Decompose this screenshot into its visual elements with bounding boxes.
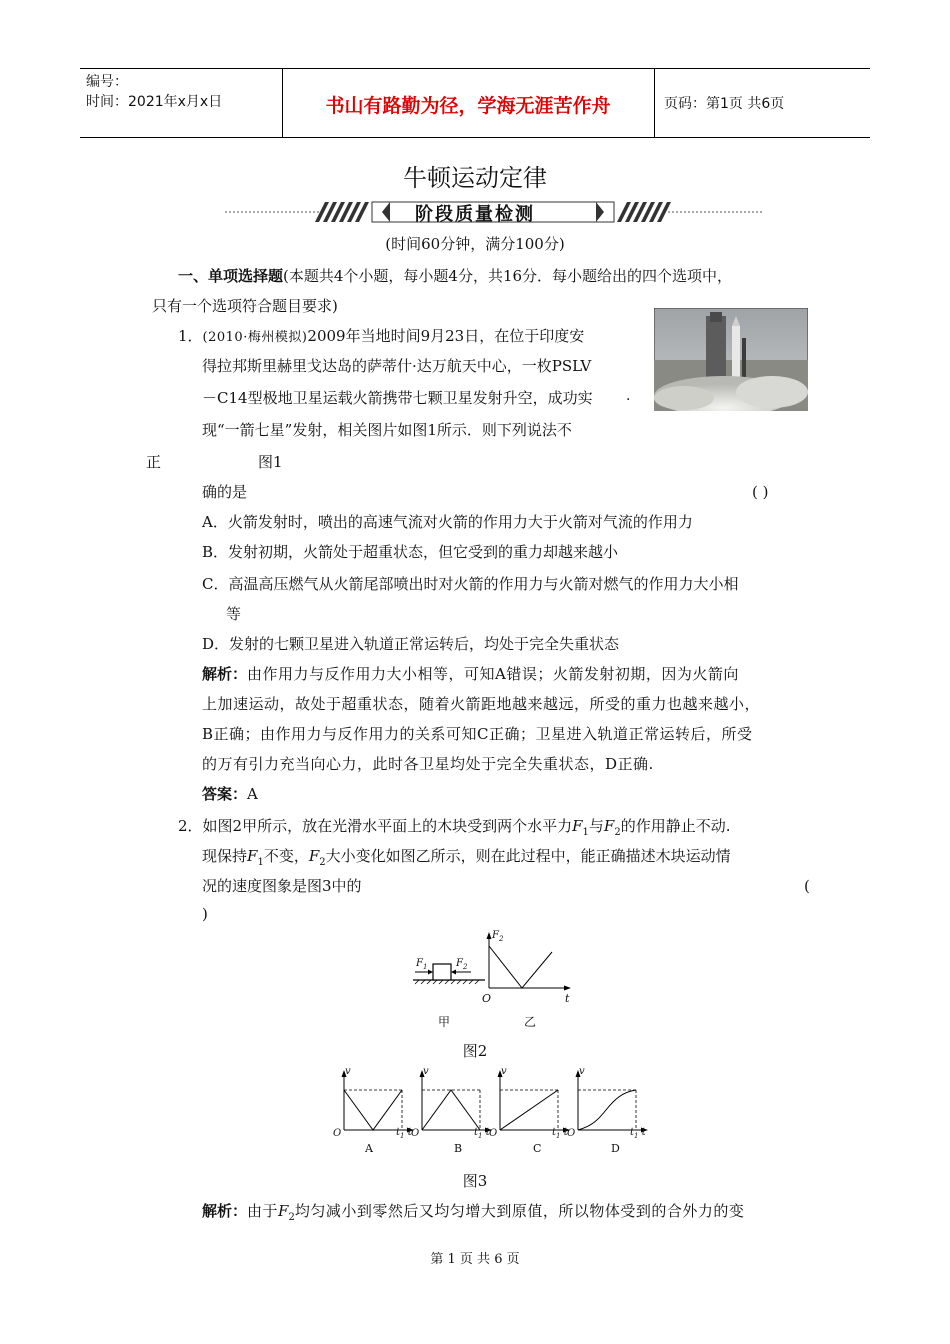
q1-option-d: D．发射的七颗卫星进入轨道正常运转后，均处于完全失重状态 [202,635,620,653]
fig2-f1-sub: 1 [422,963,428,971]
graph-b [420,1070,493,1133]
fig2-f2-letter: F [456,958,463,969]
fig2-caption: 图2 [462,1042,488,1060]
fig3-o-d: O [567,1128,576,1139]
fig3-caption: 图3 [462,1172,488,1190]
q2-line3: 况的速度图象是图3中的 [202,877,362,895]
fig3-t1-a-sub: 1 [400,1132,405,1140]
graph-d [576,1070,649,1133]
fig3-t1-d-sub: 1 [634,1132,639,1140]
q1-answer-bracket: ( ) [752,483,769,501]
q2-bracket-open: ( [804,877,810,895]
q1-answer: A [247,785,258,803]
fig3-t1-c-sub: 1 [556,1132,561,1140]
fig2-f1-letter: F [416,958,423,969]
rocket-launch-photo [654,308,808,411]
photo-dot: · [626,392,631,408]
q2-text-2a: 现保持 [202,847,248,865]
q1-option-c-cont: 等 [226,605,242,623]
header-meta [86,72,222,112]
header-motto: 书山有路勤为径，学海无涯苦作舟 [325,95,611,117]
fig3-o-a: O [333,1128,342,1139]
fig3-v-a: v [345,1066,351,1077]
fig3-t1-d [630,1127,646,1140]
q2-line1 [178,816,730,843]
fig3-v-d: v [579,1066,585,1077]
q1-option-b: B．发射初期，火箭处于超重状态，但它受到的重力却越来越小 [202,543,619,561]
page-title: 牛顿运动定律 [403,164,547,192]
section-intro: (本题共4个小题，每小题4分，共16分．每小题给出的四个选项中， [283,267,733,285]
fig3-t1-b-sub: 1 [478,1132,483,1140]
q2-analysis-label: 解析： [202,1202,248,1220]
q2-analysis-b: 均匀减小到零然后又均匀增大到原值，所以物体受到的合外力的变 [294,1202,745,1220]
header-page: 页码：第1页 共6页 [664,96,785,112]
number-label: 编号： [86,74,128,90]
q2-analysis-line [202,1201,744,1228]
q1-line4: 现“一箭七星”发射，相关图片如图1所示．则下列说法不 [202,421,572,439]
q2-text-1b: 与 [588,817,604,835]
fig3-label-b: B [454,1142,463,1155]
q1-analysis-line4: 的万有引力充当向心力，此时各卫星均处于完全失重状态，D正确. [202,755,654,773]
q2-f1-sub: 1 [582,827,589,838]
graph-a [342,1070,415,1133]
exam-meta: (时间60分钟，满分100分) [385,235,565,253]
fig2-axis-x: t [565,992,570,1005]
q1-line2: 得拉邦斯里赫里戈达岛的萨蒂什·达万航天中心，一枚PSLV [202,357,592,375]
fig3-t1-c-letter: t [552,1127,557,1138]
fig2-axis-y-sub: 2 [498,935,504,943]
fig3-t-c: t [563,1127,568,1138]
fig3-t1-c [552,1127,568,1140]
q1-analysis-line1 [202,664,739,684]
q2-analysis-f2: F [278,1202,289,1220]
q2-number: 2． [178,817,203,835]
fig3-v-b: v [423,1066,429,1077]
fig3-label-c: C [533,1142,542,1155]
q1-option-c: C．高温高压燃气从火箭尾部喷出时对火箭的作用力与火箭对燃气的作用力大小相 [202,575,739,593]
section-heading-line [178,266,732,286]
fig3-t1-d-letter: t [630,1127,635,1138]
fig3-t1-a [396,1127,412,1140]
q1-zheng: 正 [146,453,162,471]
q2-f1b-sub: 1 [257,857,264,868]
q1-answer-label: 答案： [202,785,248,803]
fig3-t-a: t [407,1127,412,1138]
q1-number: 1． [178,327,203,345]
q1-line1 [178,326,584,348]
fig2-f2-sub: 2 [462,963,468,971]
q1-option-a: A．火箭发射时，喷出的高速气流对火箭的作用力大于火箭对气流的作用力 [202,513,693,531]
q1-line5: 确的是 [202,483,248,501]
block [433,964,451,980]
fig2-f2-label [456,958,467,971]
time-label: 时间：2021年x月x日 [86,94,223,110]
fig2-jia: 甲 [438,1015,451,1029]
q2-analysis-a: 由于 [247,1202,279,1220]
q1-analysis-line3: B正确；由作用力与反作用力的关系可知C正确；卫星进入轨道正常运转后，所受 [202,725,753,743]
fig1-caption: 图1 [258,453,283,471]
q2-line2 [202,846,731,873]
fig3-t1-b [474,1127,490,1140]
header-divider [654,69,655,137]
q1-analysis-text-1: 由作用力与反作用力大小相等，可知A错误；火箭发射初期，因为火箭向 [247,665,739,683]
section-intro-line2: 只有一个选项符合题目要求) [152,297,338,315]
fig3-t-d: t [641,1127,646,1138]
q1-line3: －C14型极地卫星运载火箭携带七颗卫星发射升空，成功实 [202,389,593,407]
fig2-f1-label [416,958,427,971]
fig3-o-b: O [411,1128,420,1139]
q2-bracket-close: ) [202,905,208,923]
q1-source: (2010·梅州模拟) [202,330,308,345]
q1-analysis-label: 解析： [202,665,248,683]
fig3-label-a: A [365,1142,373,1155]
header-table [80,68,870,138]
q2-f2b-sub: 2 [319,857,326,868]
fig2-origin: O [482,992,492,1005]
q1-answer-line [202,784,258,804]
fig3-o-c: O [489,1128,498,1139]
section-heading: 一、单项选择题 [178,267,284,285]
q2-text-2b: 不变， [263,847,309,865]
fig3-label-d: D [611,1142,620,1155]
q2-f1: F [572,817,583,835]
fig2-axis-y [492,930,503,943]
page-footer: 第 1 页 共 6 页 [430,1252,520,1267]
q2-text-1a: 如图2甲所示，放在光滑水平面上的木块受到两个水平力 [202,817,573,835]
q2-f2: F [603,817,615,835]
q1-analysis-line2: 上加速运动，故处于超重状态，随着火箭距地越来越远，所受的重力也越来越小， [202,695,761,713]
q2-f1b: F [247,847,258,865]
q2-text-2c: 大小变化如图乙所示，则在此过程中，能正确描述木块运动情 [325,847,731,865]
banner-text: 阶段质量检测 [415,204,535,225]
fig3-t1-a-letter: t [396,1127,401,1138]
fig2-axis-y-letter: F [492,930,499,941]
fig3-v-c: v [501,1066,507,1077]
fig2-yi: 乙 [524,1015,537,1029]
q2-text-1c: 的作用静止不动. [620,817,731,835]
fig3-t1-b-letter: t [474,1127,479,1138]
q2-f2b: F [308,847,320,865]
q2-f2-sub: 2 [614,827,621,838]
q2-analysis-f2-sub: 2 [288,1212,295,1223]
graph-c [498,1070,571,1133]
q1-text-1: 2009年当地时间9月23日，在位于印度安 [307,327,585,345]
fig3-t-b: t [485,1127,490,1138]
